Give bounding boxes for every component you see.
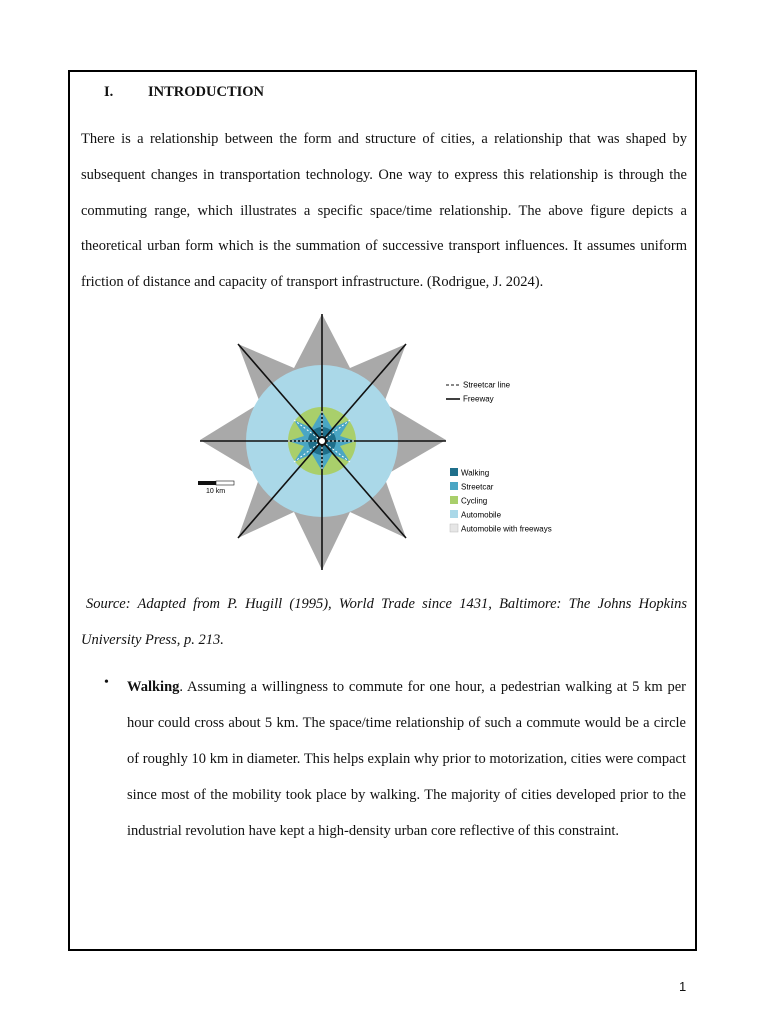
line-legend (446, 381, 511, 404)
intro-paragraph: There is a relationship between the form and structure of cities, a relationship that was shaped by subsequent changes in transportation technology. One way to express this relationship is through the commuting range, which illustrates a specific space/time relationship. The above figure depicts a theoretical urban form which is the summation of successive transport influences. It assumes uniform friction of distance and capacity of transport infrastructure. (Rodrigue, J. 2024). (81, 131, 687, 291)
city-center-dot (318, 437, 326, 445)
scale-label: 10 km (206, 488, 226, 495)
legend-freeway: Freeway (463, 394, 494, 404)
legend-automobile: Automobile (461, 510, 502, 520)
bullet-term: Walking (127, 679, 180, 695)
figure-caption: Source: Adapted from P. Hugill (1995), World Trade since 1431, Baltimore: The Johns Hopkins University Press, p. 213. (81, 596, 687, 648)
walking-bullet (127, 669, 686, 849)
bullet-text: . Assuming a willingness to commute for one hour, a pedestrian walking at 5 km per hour could cross about 5 km. The space/time relationship of such a commute would be a circle of roughly 10 km in diameter. This helps explain why prior to motorization, cities were compact since most of the mobility took place by walking. The majority of cities developed prior to the industrial revolution have kept a high-density urban core reflective of this constraint. (127, 679, 686, 839)
section-title: INTRODUCTION (148, 84, 265, 100)
legend-automobile-freeways: Automobile with freeways (461, 524, 552, 534)
area-legend (450, 468, 552, 534)
urban-form-figure (190, 308, 570, 576)
scale-bar (198, 481, 234, 495)
section-heading (104, 84, 264, 101)
legend-streetcar-line: Streetcar line (463, 380, 511, 390)
legend-walking: Walking (461, 468, 490, 478)
page-number: 1 (679, 979, 687, 994)
legend-cycling: Cycling (461, 496, 488, 506)
legend-streetcar: Streetcar (461, 482, 494, 492)
bullet-marker: • (104, 675, 109, 690)
section-number: I. (104, 84, 114, 100)
